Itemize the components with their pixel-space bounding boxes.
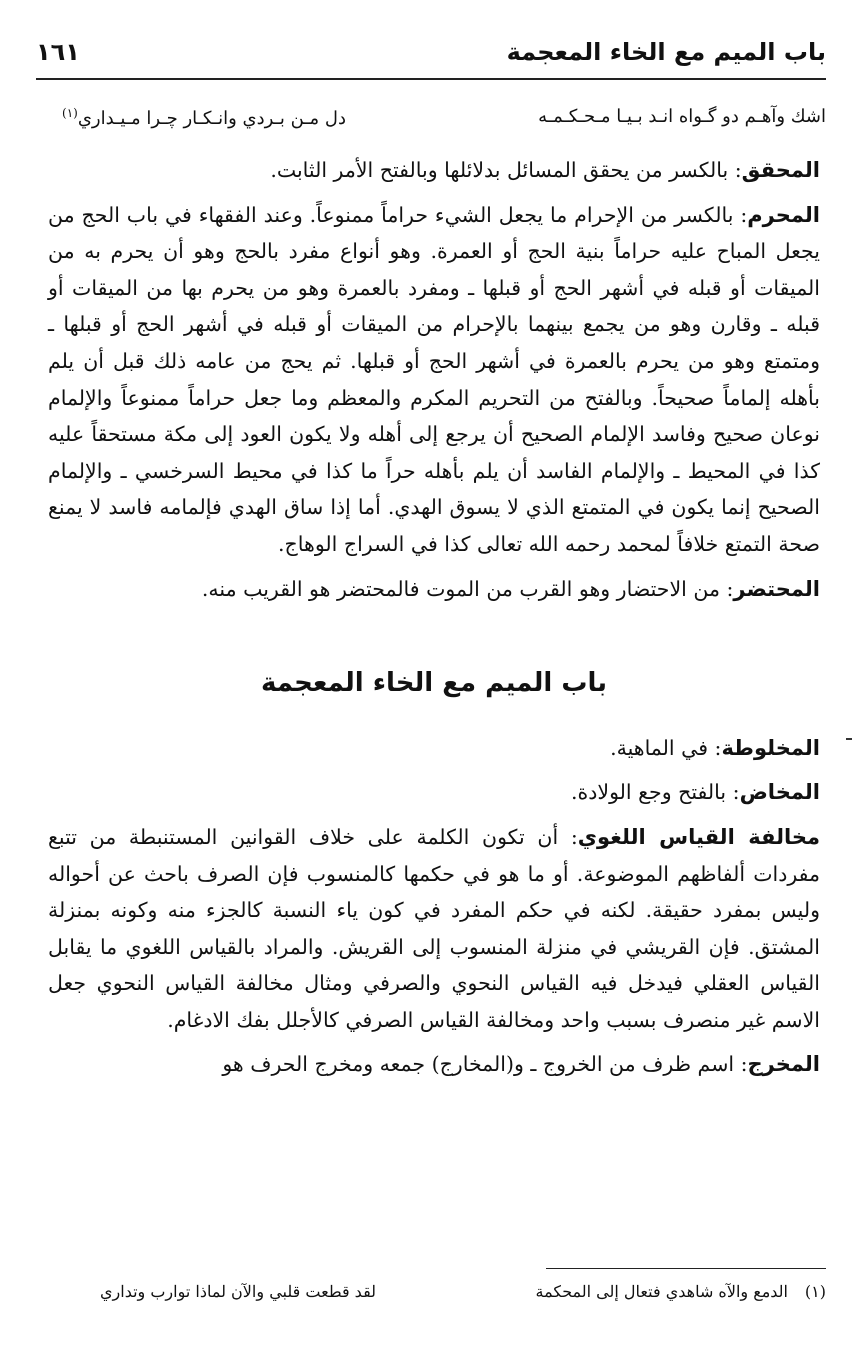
footnote-number: (١): [804, 1282, 826, 1301]
entry-term: المحتضر: [733, 576, 820, 601]
entry-makhad: [48, 774, 820, 811]
entry-definition: : من الاحتضار وهو القرب من الموت فالمحتضر هو القريب منه.: [201, 576, 734, 601]
footnote-second-hemistich: لقد قطعت قلبي والآن لماذا توارب وتداري: [100, 1282, 377, 1301]
entry-term: المحرم: [747, 202, 820, 227]
entry-definition: : بالكسر من يحقق المسائل بدلائلها وبالفتح الأمر الثابت.: [270, 158, 742, 182]
entry-makhraj: [48, 1046, 820, 1083]
page-number: ١٦١: [36, 38, 80, 66]
section-heading: باب الميم مع الخاء المعجمة: [260, 668, 607, 699]
footnote: [60, 1282, 826, 1342]
entry-term: المخلوطة: [721, 735, 820, 760]
entry-mukhalafat-al-qiyas: [48, 819, 820, 1039]
footnote-divider: [546, 1268, 826, 1269]
margin-mark: [846, 738, 852, 740]
verse-second-hemistich: [62, 106, 346, 129]
entry-makhluta: [48, 730, 820, 767]
footnote-first-hemistich: الدمع والآه شاهدي فتعال إلى المحكمة: [535, 1282, 788, 1301]
entry-muhtadar: [48, 571, 820, 608]
entry-muhaqqaq: [48, 152, 820, 189]
verse-second-hemistich-text: دل مـن بـردي وانـكـار چـرا مـيـداري: [77, 108, 347, 129]
persian-verse: [50, 100, 826, 140]
entry-term: المحقق: [741, 158, 820, 182]
entry-term: المخرج: [747, 1052, 820, 1077]
verse-first-hemistich: اشك وآهـم دو گـواه انـد بـيـا مـحـكـمـه: [538, 106, 826, 127]
entry-definition: : اسم ظرف من الخروج ـ و(المخارج) جمعه ومخرج الحرف هو: [222, 1052, 748, 1077]
running-header-title: باب الميم مع الخاء المعجمة: [506, 38, 826, 66]
entry-term: المخاض: [739, 780, 820, 805]
running-header: [36, 28, 826, 80]
entry-term: مخالفة القياس اللغوي: [577, 824, 820, 849]
entry-muhrim: [48, 197, 820, 563]
entry-definition: : بالكسر من الإحرام ما يجعل الشيء حراماً ممنوعاً. وعند الفقهاء في باب الحج من يجعل المباح عليه حراماً بنية الحج أو العمرة. وهو أنواع مفرد بالحج وهو أن يحرم به من الميقات أو قبله في أشهر الحج أو قبلها ـ ومفرد بالعمرة وهو من يحرم بها من الميقات أو قبله ـ وقارن وهو من يجمع بينهما بالإحرام من الميقات أو قبله في أشهر الحج أو قبلها ـ ومتمتع وهو من يحرم بالعمرة في أشهر الحج أو قبلها. ثم يحج من عامه ذلك قبل أن يلم بأهله إلماماً صحيحاً. وبالفتح من التحريم المكرم والمعظم وما جعل حراماً ممنوعاً والإلمام نوعان صحيح وفاسد الإلمام الصحيح أن يرجع إلى أهله ولا يكون العود إلى مكة مستحقاً عليه كذا في المحيط ـ والإلمام الفاسد أن يلم بأهله حراً ما كذا في محيط السرخسي ـ والإلمام الصحيح إنما يكون في المتمتع الذي لا يسوق الهدي. أما إذا ساق الهدي فإلمامه فاسد لا يمنع صحة التمتع خلافاً لمحمد رحمه الله تعالى كذا في السراج الوهاج.: [48, 202, 820, 556]
entry-definition: : أن تكون الكلمة على خلاف القوانين المستنبطة من تتبع مفردات ألفاظهم الموضوعة. أو ما هو في حكمها كالمنسوب فإن الصرف باحث عن أحواله وليس بمفرد حقيقة. لكنه في حكم المفرد في كون ياء النسبة كالجزء منه وكونه بمنزلة المشتق. فإن القريشي في منزلة المنسوب إلى القريش. والمراد بالقياس اللغوي ما يقابل القياس العقلي فيدخل فيه القياس النحوي والصرفي ومثال مخالفة القياس النحوي جعل الاسم غير منصرف بسبب واحد ومخالفة القياس الصرفي كالأجلل بفك الادغام.: [48, 824, 820, 1032]
entry-definition: : في الماهية.: [610, 735, 722, 760]
footnote-reference: (١): [62, 106, 78, 120]
body-text: [48, 152, 820, 1091]
entry-definition: : بالفتح وجع الولادة.: [571, 780, 740, 805]
